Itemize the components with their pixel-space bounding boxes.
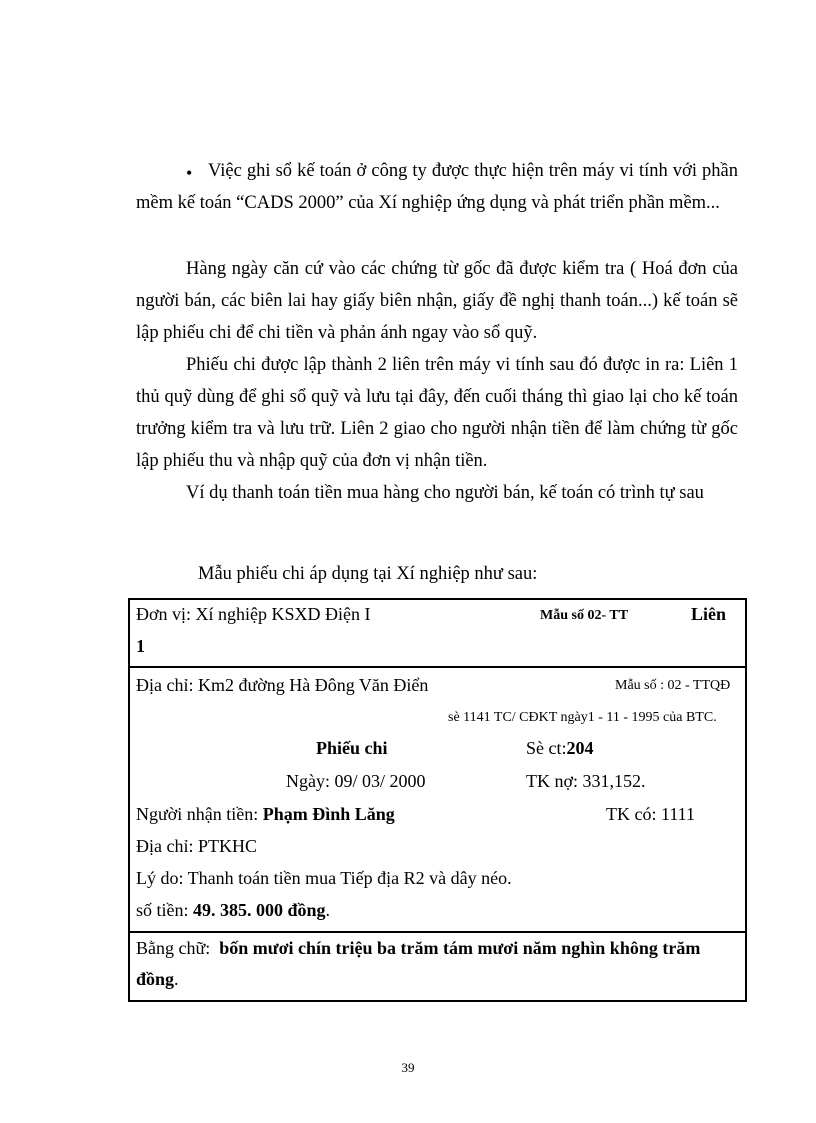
unit-label: Đơn vị: Xí nghiệp KSXD Điện I — [136, 604, 371, 624]
payment-voucher-form — [128, 598, 747, 1002]
paragraph-cads: Việc ghi sổ kế toán ở công ty được thực hiện trên máy vi tính với phần mềm kế toán “CADS 2000” của Xí nghiệp ứng dụng và phát triển phần mềm... — [136, 161, 738, 213]
recipient-row: Người nhận tiền: Phạm Đình Lăng — [136, 804, 395, 824]
recipient-address: Địa chỉ: PTKHC — [136, 836, 257, 856]
form-caption: Mẫu phiếu chi áp dụng tại Xí nghiệp như sau: — [198, 564, 538, 584]
copy-label: Liên — [691, 604, 727, 624]
recipient-name: Phạm Đình Lăng — [262, 804, 395, 824]
paragraph-copies: Phiếu chi được lập thành 2 liên trên máy vi tính sau đó được in ra: Liên 1 thủ quỹ dùng để ghi sổ quỹ và lưu tại đây, đến cuối tháng thì giao lại cho kế toán trưởng kiểm tra và lưu trữ. Liên 2 giao cho người nhận tiền để làm chứng từ gốc lập phiếu thu và nhập quỹ của đơn vị nhận tiền. — [136, 355, 738, 471]
amount-words-row: Bằng chữ: bốn mươi chín triệu ba trăm tám mươi năm nghìn không trăm — [136, 938, 701, 958]
payment-reason: Lý do: Thanh toán tiền mua Tiếp địa R2 và dây néo. — [136, 868, 512, 888]
address-label: Địa chỉ: Km2 đường Hà Đông Văn Điển — [136, 675, 429, 695]
amount-words: bốn mươi chín triệu ba trăm tám mươi năm nghìn không trăm — [219, 938, 701, 958]
debit-account: TK nợ: 331,152. — [526, 771, 646, 791]
paragraph-daily-docs: Hàng ngày căn cứ vào các chứng từ gốc đã được kiểm tra ( Hoá đơn của người bán, các biên lai hay giấy biên nhận, giấy đề nghị thanh toán...) kế toán sẽ lập phiếu chi để chi tiền và phản ánh ngay vào sổ quỹ. — [136, 259, 738, 343]
credit-account: TK có: 1111 — [606, 804, 695, 824]
amount-value: 49. 385. 000 đồng — [193, 900, 326, 920]
divider — [130, 666, 745, 668]
form-code-2: Mẫu số : 02 - TTQĐ — [615, 678, 731, 693]
voucher-date: Ngày: 09/ 03/ 2000 — [286, 771, 426, 791]
voucher-title: Phiếu chi — [316, 738, 388, 758]
paragraph-example: Ví dụ thanh toán tiền mua hàng cho người bán, kế toán có trình tự sau — [186, 483, 704, 503]
decision-reference: sè 1141 TC/ CĐKT ngày1 - 11 - 1995 của BTC. — [448, 710, 717, 725]
doc-number: Sè ct:204 — [526, 738, 594, 758]
amount-row: số tiền: 49. 385. 000 đồng. — [136, 900, 331, 920]
copy-number: 1 — [136, 636, 145, 656]
form-code: Mẫu số 02- TT — [540, 608, 629, 623]
page-number: 39 — [401, 1060, 415, 1075]
bullet-icon: • — [186, 163, 193, 183]
divider — [130, 931, 745, 933]
amount-words-end: đồng. — [136, 969, 179, 989]
